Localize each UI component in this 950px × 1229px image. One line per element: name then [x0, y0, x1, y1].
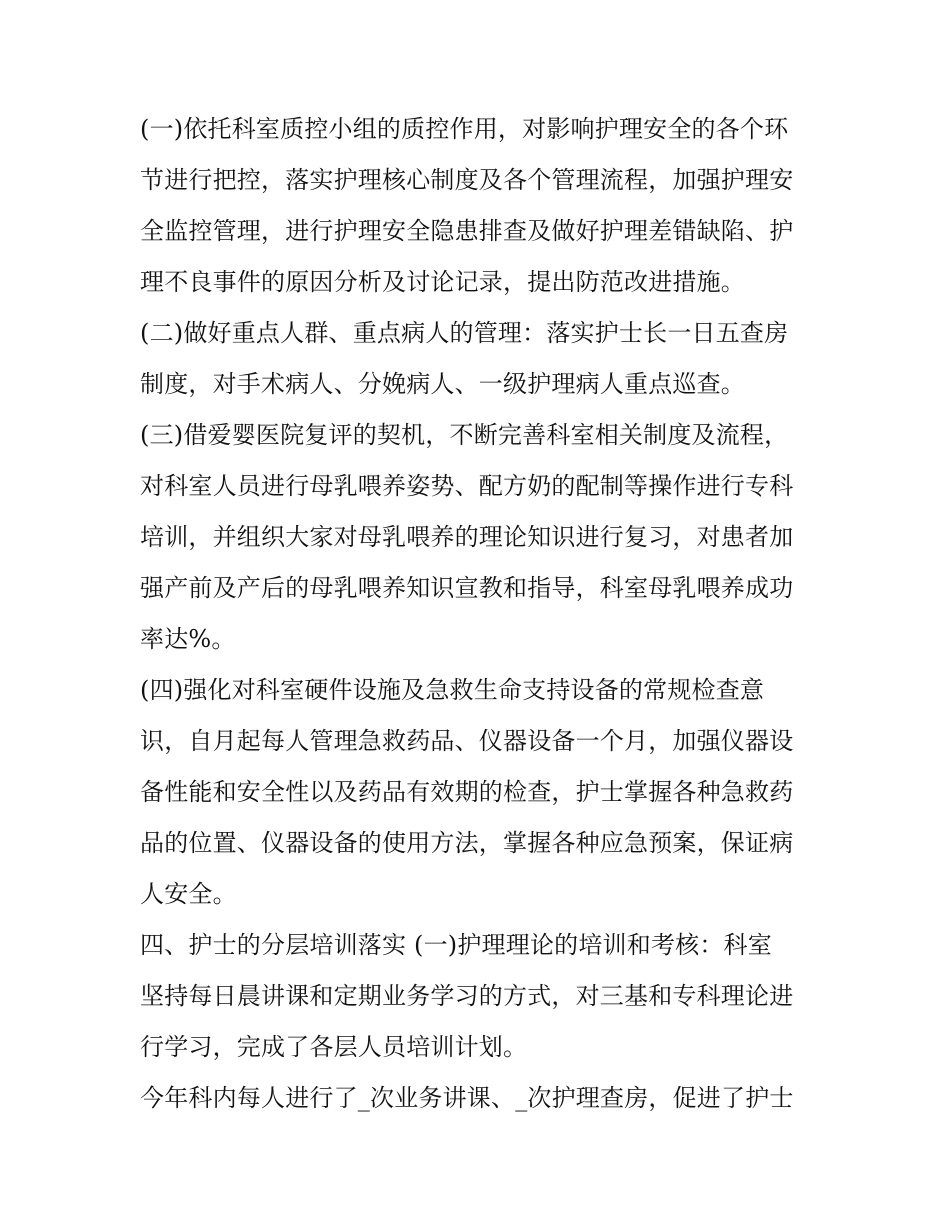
- text-line-3: 全监控管理，进行护理安全隐患排查及做好护理差错缺陷、护: [140, 217, 794, 245]
- text-line-8: 对科室人员进行母乳喂养姿势、配方奶的配制等操作进行专科: [140, 472, 794, 500]
- text-line-7: (三)借爱婴医院复评的契机，不断完善科室相关制度及流程，: [140, 421, 789, 449]
- text-line-11: 率达%。: [140, 625, 236, 653]
- text-line-15: 品的位置、仪器设备的使用方法，掌握各种应急预案，保证病: [140, 829, 794, 857]
- text-line-13: 识，自月起每人管理急救药品、仪器设备一个月，加强仪器设: [140, 727, 794, 755]
- text-line-14: 备性能和安全性以及药品有效期的检查，护士掌握各种急救药: [140, 778, 794, 806]
- text-line-19: 行学习，完成了各层人员培训计划。: [140, 1033, 528, 1061]
- text-line-5: (二)做好重点人群、重点病人的管理：落实护士长一日五查房: [140, 319, 789, 347]
- text-line-6: 制度，对手术病人、分娩病人、一级护理病人重点巡查。: [140, 370, 745, 398]
- document-body: [140, 104, 820, 1124]
- text-line-12: (四)强化对科室硬件设施及急救生命支持设备的常规检查意: [140, 676, 765, 704]
- text-line-20: 今年科内每人进行了_次业务讲课、_次护理查房，促进了护士: [140, 1084, 794, 1112]
- text-line-10: 强产前及产后的母乳喂养知识宣教和指导，科室母乳喂养成功: [140, 574, 794, 602]
- text-line-1: (一)依托科室质控小组的质控作用，对影响护理安全的各个环: [140, 115, 789, 143]
- text-line-9: 培训，并组织大家对母乳喂养的理论知识进行复习，对患者加: [140, 523, 794, 551]
- text-line-16: 人安全。: [140, 880, 237, 908]
- text-line-17: 四、护士的分层培训落实 (一)护理理论的培训和考核：科室: [140, 931, 772, 959]
- text-line-2: 节进行把控，落实护理核心制度及各个管理流程，加强护理安: [140, 166, 794, 194]
- text-line-18: 坚持每日晨讲课和定期业务学习的方式，对三基和专科理论进: [140, 982, 794, 1010]
- text-line-4: 理不良事件的原因分析及讨论记录，提出防范改进措施。: [140, 268, 745, 296]
